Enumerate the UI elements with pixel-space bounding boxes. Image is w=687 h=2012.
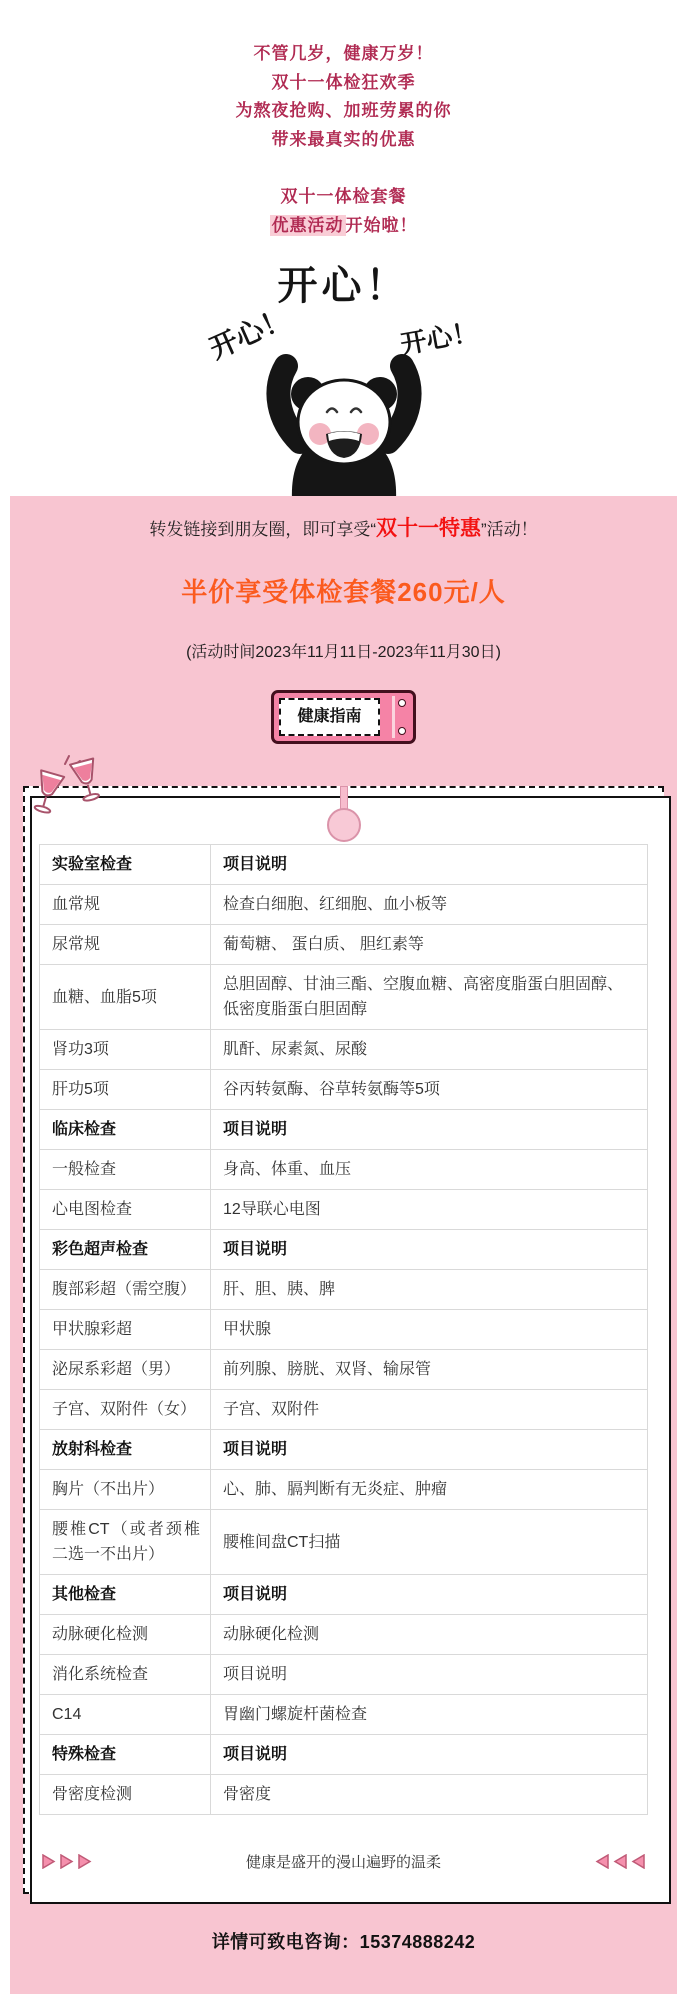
table-section-header-row bbox=[40, 845, 648, 885]
item-description-cell: 肌酐、尿素氮、尿酸 bbox=[211, 1030, 648, 1070]
package-card bbox=[23, 786, 664, 1894]
item-description-cell: 总胆固醇、甘油三酯、空腹血糖、高密度脂蛋白胆固醇、低密度脂蛋白胆固醇 bbox=[211, 965, 648, 1030]
table-row bbox=[40, 1695, 648, 1735]
item-description-cell: 骨密度 bbox=[211, 1775, 648, 1815]
table-row bbox=[40, 1190, 648, 1230]
item-name-cell: 实验室检查 bbox=[40, 845, 211, 885]
item-name-cell: 一般检查 bbox=[40, 1150, 211, 1190]
item-name-cell: 甲状腺彩超 bbox=[40, 1310, 211, 1350]
table-row bbox=[40, 965, 648, 1030]
item-description-cell: 谷丙转氨酶、谷草转氨酶等5项 bbox=[211, 1070, 648, 1110]
table-row bbox=[40, 1150, 648, 1190]
table-row bbox=[40, 1470, 648, 1510]
item-name-cell: 胸片（不出片） bbox=[40, 1470, 211, 1510]
item-name-cell: 尿常规 bbox=[40, 925, 211, 965]
table-row bbox=[40, 1615, 648, 1655]
table-row bbox=[40, 1350, 648, 1390]
intro-line: 为熬夜抢购、加班劳累的你 bbox=[235, 101, 452, 120]
item-name-cell: 消化系统检查 bbox=[40, 1655, 211, 1695]
meme-caption-right: 开心！ bbox=[398, 316, 481, 360]
intro-subtitle: 双十一体检套餐 bbox=[280, 187, 407, 206]
share-suffix: ”活动！ bbox=[481, 520, 538, 539]
intro-line: 带来最真实的优惠 bbox=[271, 129, 416, 149]
item-description-cell: 心、肺、膈判断有无炎症、肿瘤 bbox=[211, 1470, 648, 1510]
intro-line: 不管几岁，健康万岁！ bbox=[253, 44, 434, 63]
card-footer bbox=[41, 1851, 646, 1872]
item-description-cell: 检查白细胞、红细胞、血小板等 bbox=[211, 885, 648, 925]
item-description-cell: 前列腺、膀胱、双肾、输尿管 bbox=[211, 1350, 648, 1390]
item-description-cell: 12导联心电图 bbox=[211, 1190, 648, 1230]
item-name-cell: 腹部彩超（需空腹） bbox=[40, 1270, 211, 1310]
table-section-header-row bbox=[40, 1430, 648, 1470]
table-section-header-row bbox=[40, 1230, 648, 1270]
table-section-header-row bbox=[40, 1735, 648, 1775]
item-description-cell: 项目说明 bbox=[211, 845, 648, 885]
panda-icon bbox=[244, 350, 444, 500]
health-guide-badge bbox=[271, 690, 415, 744]
intro-line: 双十一体检狂欢季 bbox=[271, 72, 416, 92]
package-table bbox=[39, 844, 648, 1815]
wine-glasses-icon bbox=[31, 752, 111, 830]
promo-section bbox=[10, 496, 677, 1994]
item-description-cell: 项目说明 bbox=[211, 1430, 648, 1470]
balloon-ball bbox=[327, 808, 361, 842]
table-row bbox=[40, 1070, 648, 1110]
item-description-cell: 腰椎间盘CT扫描 bbox=[211, 1510, 648, 1575]
intro-section bbox=[0, 0, 687, 240]
item-description-cell: 项目说明 bbox=[211, 1110, 648, 1150]
item-description-cell: 胃幽门螺旋杆菌检查 bbox=[211, 1695, 648, 1735]
table-section-header-row bbox=[40, 1575, 648, 1615]
badge-label: 健康指南 bbox=[279, 698, 379, 736]
stub-dot-icon bbox=[398, 699, 406, 707]
table-row bbox=[40, 1390, 648, 1430]
table-row bbox=[40, 1655, 648, 1695]
item-description-cell: 项目说明 bbox=[211, 1575, 648, 1615]
item-description-cell: 身高、体重、血压 bbox=[211, 1150, 648, 1190]
table-row bbox=[40, 885, 648, 925]
share-prefix: 转发链接到朋友圈，即可享受“ bbox=[149, 520, 376, 539]
triangles-right-icon bbox=[41, 1854, 92, 1869]
item-name-cell: 心电图检查 bbox=[40, 1190, 211, 1230]
table-row bbox=[40, 1775, 648, 1815]
item-name-cell: 放射科检查 bbox=[40, 1430, 211, 1470]
item-description-cell: 项目说明 bbox=[211, 1735, 648, 1775]
table-row bbox=[40, 925, 648, 965]
contact-phone: 详情可致电咨询：15374888242 bbox=[211, 1932, 476, 1952]
item-name-cell: 子宫、双附件（女） bbox=[40, 1390, 211, 1430]
meme-caption-left: 开心！ bbox=[204, 302, 294, 365]
table-row bbox=[40, 1310, 648, 1350]
share-highlight: 双十一特惠 bbox=[376, 517, 481, 540]
item-name-cell: 腰椎CT（或者颈椎二选一不出片） bbox=[40, 1510, 211, 1575]
item-name-cell: 肾功3项 bbox=[40, 1030, 211, 1070]
panda-meme-image bbox=[204, 254, 481, 496]
item-name-cell: 特殊检查 bbox=[40, 1735, 211, 1775]
item-description-cell: 甲状腺 bbox=[211, 1310, 648, 1350]
item-name-cell: 肝功5项 bbox=[40, 1070, 211, 1110]
intro-highlight-line bbox=[0, 212, 687, 241]
item-name-cell: 骨密度检测 bbox=[40, 1775, 211, 1815]
item-description-cell: 项目说明 bbox=[211, 1230, 648, 1270]
item-name-cell: 血糖、血脂5项 bbox=[40, 965, 211, 1030]
table-section-header-row bbox=[40, 1110, 648, 1150]
share-instruction bbox=[10, 512, 677, 542]
item-name-cell: C14 bbox=[40, 1695, 211, 1735]
activity-period: (活动时间2023年11月11日-2023年11月30日) bbox=[186, 644, 501, 661]
item-name-cell: 临床检查 bbox=[40, 1110, 211, 1150]
item-name-cell: 血常规 bbox=[40, 885, 211, 925]
meme-caption-main: 开心！ bbox=[277, 264, 410, 308]
stub-dot-icon bbox=[398, 727, 406, 735]
table-row bbox=[40, 1270, 648, 1310]
item-description-cell: 动脉硬化检测 bbox=[211, 1615, 648, 1655]
slogan-text: 健康是盛开的漫山遍野的温柔 bbox=[245, 1854, 441, 1871]
item-description-cell: 子宫、双附件 bbox=[211, 1390, 648, 1430]
item-name-cell: 其他检查 bbox=[40, 1575, 211, 1615]
ticket-stub-icon bbox=[380, 698, 408, 736]
item-description-cell: 项目说明 bbox=[211, 1655, 648, 1695]
highlighted-text: 优惠活动 bbox=[271, 215, 344, 235]
item-name-cell: 彩色超声检查 bbox=[40, 1230, 211, 1270]
table-row bbox=[40, 1030, 648, 1070]
item-description-cell: 葡萄糖、 蛋白质、 胆红素等 bbox=[211, 925, 648, 965]
item-name-cell: 泌尿系彩超（男） bbox=[40, 1350, 211, 1390]
price-headline: 半价享受体检套餐260元/人 bbox=[181, 577, 506, 607]
balloon-icon bbox=[328, 786, 360, 844]
item-description-cell: 肝、胆、胰、脾 bbox=[211, 1270, 648, 1310]
highlight-rest: 开始啦！ bbox=[345, 215, 418, 235]
triangles-left-icon bbox=[595, 1854, 646, 1869]
item-name-cell: 动脉硬化检测 bbox=[40, 1615, 211, 1655]
table-row bbox=[40, 1510, 648, 1575]
